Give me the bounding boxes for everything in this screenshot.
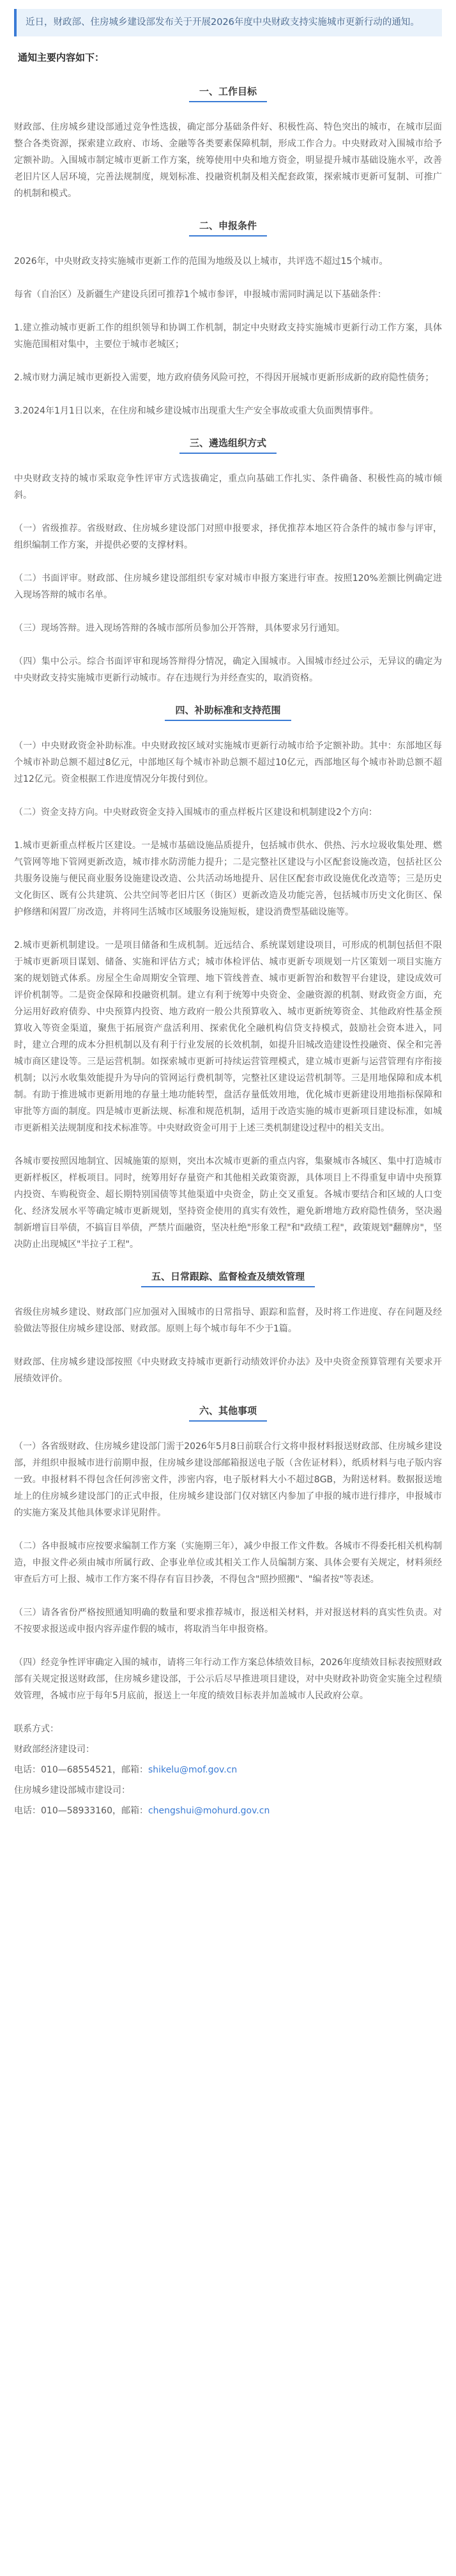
paragraph: （二）书面评审。财政部、住房城乡建设部组织专家对城市申报方案进行审查。按照120%差额比例确定进入现场答辩的城市名单。 — [14, 573, 442, 600]
contact-phone-1: 电话：010—68554521，邮箱： — [14, 1765, 148, 1775]
section-heading-3 — [14, 436, 442, 454]
section-heading-1 — [14, 84, 442, 102]
paragraph: （一）省级推荐。省级财政、住房城乡建设部门对照申报要求，择优推荐本地区符合条件的城市参与评审，组织编制工作方案，并提供必要的支撑材料。 — [14, 524, 442, 550]
paragraph: （二）各申报城市应按要求编制工作方案（实施期三年），减少申报工作文件数。各城市不得委托相关机构制造，申报文件必须由城市所属行政、企事业单位或其相关工作人员编制方案、具体会要有关规定，材料须经审查后方可上报、城市工作方案不得存有盲目抄袭，不得包含"照抄照搬"、"编者按"等表述。 — [14, 1541, 442, 1585]
contact-email-1[interactable]: shikelu@mof.gov.cn — [148, 1765, 238, 1775]
paragraph: 2.城市财力满足城市更新投入需要，地方政府债务风险可控，不得因开展城市更新形成新的政府隐性债务； — [14, 373, 434, 383]
section-title: 三、遴选组织方式 — [179, 436, 277, 454]
contact-email-2[interactable]: chengshui@mohurd.gov.cn — [148, 1806, 270, 1816]
paragraph: 中央财政支持的城市采取竞争性评审方式选拔确定，重点向基础工作扎实、条件确备、积极性高的城市倾斜。 — [14, 474, 442, 500]
contact-org-2: 住房城乡建设部城市建设司： — [14, 1785, 130, 1796]
paragraph: 省级住房城乡建设、财政部门应加强对入围城市的日常指导、跟踪和监督，及时将工作进度、存在问题及经验做法等报住房城乡建设部、财政部。原则上每个城市每年不少于1篇。 — [14, 1307, 442, 1334]
paragraph: 1.城市更新重点样板片区建设。一是城市基础设施品质提升，包括城市供水、供热、污水垃圾收集处理、燃气管网等地下管网更新改造，城市排水防涝能力提升；二是完整社区建设与小区配套设施改造，包括社区公共服务设施与便民商业服务设施建设改造、公共活动场地提升、居住区配套市政设施优化改造等；三是历史文化街区、既有公共建筑、公共空间等老旧片区（街区）更新改造及功能完善，包括城市历史文化街区、保护修缮和闲置厂房改造，并将同生活城市区域服务设施短板，建设消费型基础设施等。 — [14, 841, 442, 917]
paragraph: 1.建立推动城市更新工作的组织领导和协调工作机制，制定中央财政支持实施城市更新行动工作方案，具体实施范围相对集中，主要位于城市老城区； — [14, 323, 442, 350]
contact-block — [14, 1721, 442, 1819]
section-title: 一、工作目标 — [189, 84, 267, 102]
contact-line-1 — [14, 1762, 442, 1778]
paragraph: （三）请各省份严格按照通知明确的数量和要求推荐城市，报送相关材料，并对报送材料的真实性负责。对不按要求报送或申报内容弄虚作假的城市，将取消当年申报资格。 — [14, 1608, 442, 1634]
paragraph: 财政部、住房城乡建设部通过竞争性选拔，确定部分基础条件好、积极性高、特色突出的城市，在城市层面整合各类资源，探索建立政府、市场、金融等各类要素保障机制，形成工作合力。中央财政对入围城市给予定额补助。入围城市制定城市更新工作方案，统筹使用中央和地方资金，明显提升城市基础设施水平，改善老旧片区人居环境，完善法规制度，规划标准、投融资机制及相关配套政策，探索城市更新可复制、可推广的机制和模式。 — [14, 122, 442, 199]
paragraph: 2.城市更新机制建设。一是项目储备和生成机制。近远结合、系统谋划建设项目，可形成的机制包括但不限于城市更新项目谋划、储备、实施和评估方式；城市体检评估、城市更新专项规划一片区策划一项目实施方案的规划链式体系。房屋全生命周期安全管理、地下管线普查、城市更新智治和数智平台建设，建设成效可评价机制等。二是资金保障和投融资机制。建立有利于统筹中央资金、金融资源的机制、财政资金方面，充分运用好政府债券、中央预算内投资、地方政府一般公共预算收入、城市更新统筹资金、其他政府性基金预算收入等资金渠道，聚焦于拓展资产盘活利用、探索优化全融机构信贷支持模式，鼓励社会资本进入，同时，建立合理的成本分担机制以及有利于行业发展的长效机制，如提升旧城改造建设性投融资、保全和完善城市商区建设等。三是运营机制。如探索城市更新可持续运营管理模式，建立城市更新与运营管理有序衔接机制；以污水收集效能提升为导向的管网运行费机制等，完整社区建设运营机制等。三是用地保障和成本机制。有助于推进城市更新用地的存量土地功能转型，盘活存量低效用地，优化城市更新建设用地指标保障和审批等方面的制度。四是城市更新法规、标准和规范机制，适用于改造实施的城市更新项目建设标准，如城市更新相关法规制度和技术标准等。中央财政资金可用于上述三类机制建设过程中的相关支出。 — [14, 940, 442, 1133]
intro-text: 近日，财政部、住房城乡建设部发布关于开展2026年度中央财政支持实施城市更新行动的通知。 — [26, 17, 420, 27]
contact-line-2 — [14, 1803, 442, 1819]
paragraph: 财政部、住房城乡建设部按照《中央财政支持城市更新行动绩效评价办法》及中央资金预算管理有关要求开展绩效评价。 — [14, 1357, 442, 1384]
contact-phone-2: 电话：010—58933160，邮箱： — [14, 1806, 148, 1816]
paragraph: （二）资金支持方向。中央财政资金支持入围城市的重点样板片区建设和机制建设2个方向： — [14, 807, 377, 818]
paragraph: 每省（自治区）及新疆生产建设兵团可推荐1个城市参评，申报城市需同时满足以下基础条件： — [14, 290, 386, 300]
section-heading-6 — [14, 1404, 442, 1422]
section-title: 四、补助标准和支持范围 — [165, 703, 291, 721]
paragraph: （三）现场答辩。进入现场答辩的各城市部所员参加公开答辩，具体要求另行通知。 — [14, 623, 345, 633]
paragraph: （一）中央财政资金补助标准。中央财政按区域对实施城市更新行动城市给予定额补助。其中：东部地区每个城市补助总额不超过8亿元，中部地区每个城市补助总额不超过10亿元，西部地区每个城市补助总额不超过12亿元。资金根据工作进度情况分年拨付到位。 — [14, 741, 442, 784]
section-heading-4 — [14, 703, 442, 721]
paragraph: （一）各省级财政、住房城乡建设部门需于2026年5月8日前联合行文将申报材料报送财政部、住房城乡建设部，并组织申报城市进行前期申报，住房城乡建设部邮箱报送电子版（含佐证材料），纸质材料与电子版内容一致。申报材料不得包含任何涉密文件，涉密内容，电子版材料大小不超过8GB，为附送材料。数据报送地址上的住房城乡建设部门的正式申报，住房城乡建设部门仅对辖区内参加了申报的城市进行排序，申报城市的实施方案及其他具体要求详见附件。 — [14, 1441, 442, 1518]
contact-org-1: 财政部经济建设司： — [14, 1744, 95, 1755]
section-heading-2 — [14, 219, 442, 237]
section-title: 六、其他事项 — [189, 1404, 267, 1422]
paragraph: （四）经竞争性评审确定入围的城市，请将三年行动工作方案总体绩效目标，2026年度绩效目标表按照财政部有关规定报送财政部，住房城乡建设部，于公示后尽早推进项目建设，对中央财政补助资金实施全过程绩效管理，各城市应于每年5月底前，报送上一年度的绩效目标表并加盖城市人民政府公章。 — [14, 1657, 442, 1701]
paragraph: 2026年，中央财政支持实施城市更新工作的范围为地级及以上城市，共评选不超过15个城市。 — [14, 256, 388, 267]
intro-box — [14, 9, 442, 36]
section-heading-5 — [14, 1269, 442, 1287]
contact-heading: 联系方式： — [14, 1724, 59, 1734]
section-title: 二、申报条件 — [189, 219, 267, 237]
section-title: 五、日常跟踪、监督检查及绩效管理 — [141, 1269, 315, 1287]
paragraph: 各城市要按照因地制宜、因城施策的原则，突出本次城市更新的重点内容，集聚城市各城区、集中打造城市更新样板区，样板项目。同时，统筹用好存量资产和其他相关政策资源，具体项目上不得重复申请中央预算内投资、车购税资金、超长期特别国债等其他渠道中央资金，防止交叉重复。各城市要结合和区域的人口变化、经济发展水平等确定城市更新规划，坚持资金使用的真实有效性，避免新增地方政府隐性债务，坚决遏制新增盲目举债，不搞盲目举债，严禁片面融资，坚决杜绝"形象工程"和"政绩工程"，政策规划"翻牌房"，坚决防止出现城区"半拉子工程"。 — [14, 1156, 442, 1250]
paragraph: （四）集中公示。综合书面评审和现场答辩得分情况，确定入围城市。入围城市经过公示，无异议的确定为中央财政支持实施城市更新行动城市。存在违规行为并经查实的，取消资格。 — [14, 656, 442, 683]
paragraph: 3.2024年1月1日以来，在住房和城乡建设城市出现重大生产安全事故或重大负面舆情事件。 — [14, 406, 379, 416]
lead-heading: 通知主要内容如下： — [18, 52, 105, 63]
